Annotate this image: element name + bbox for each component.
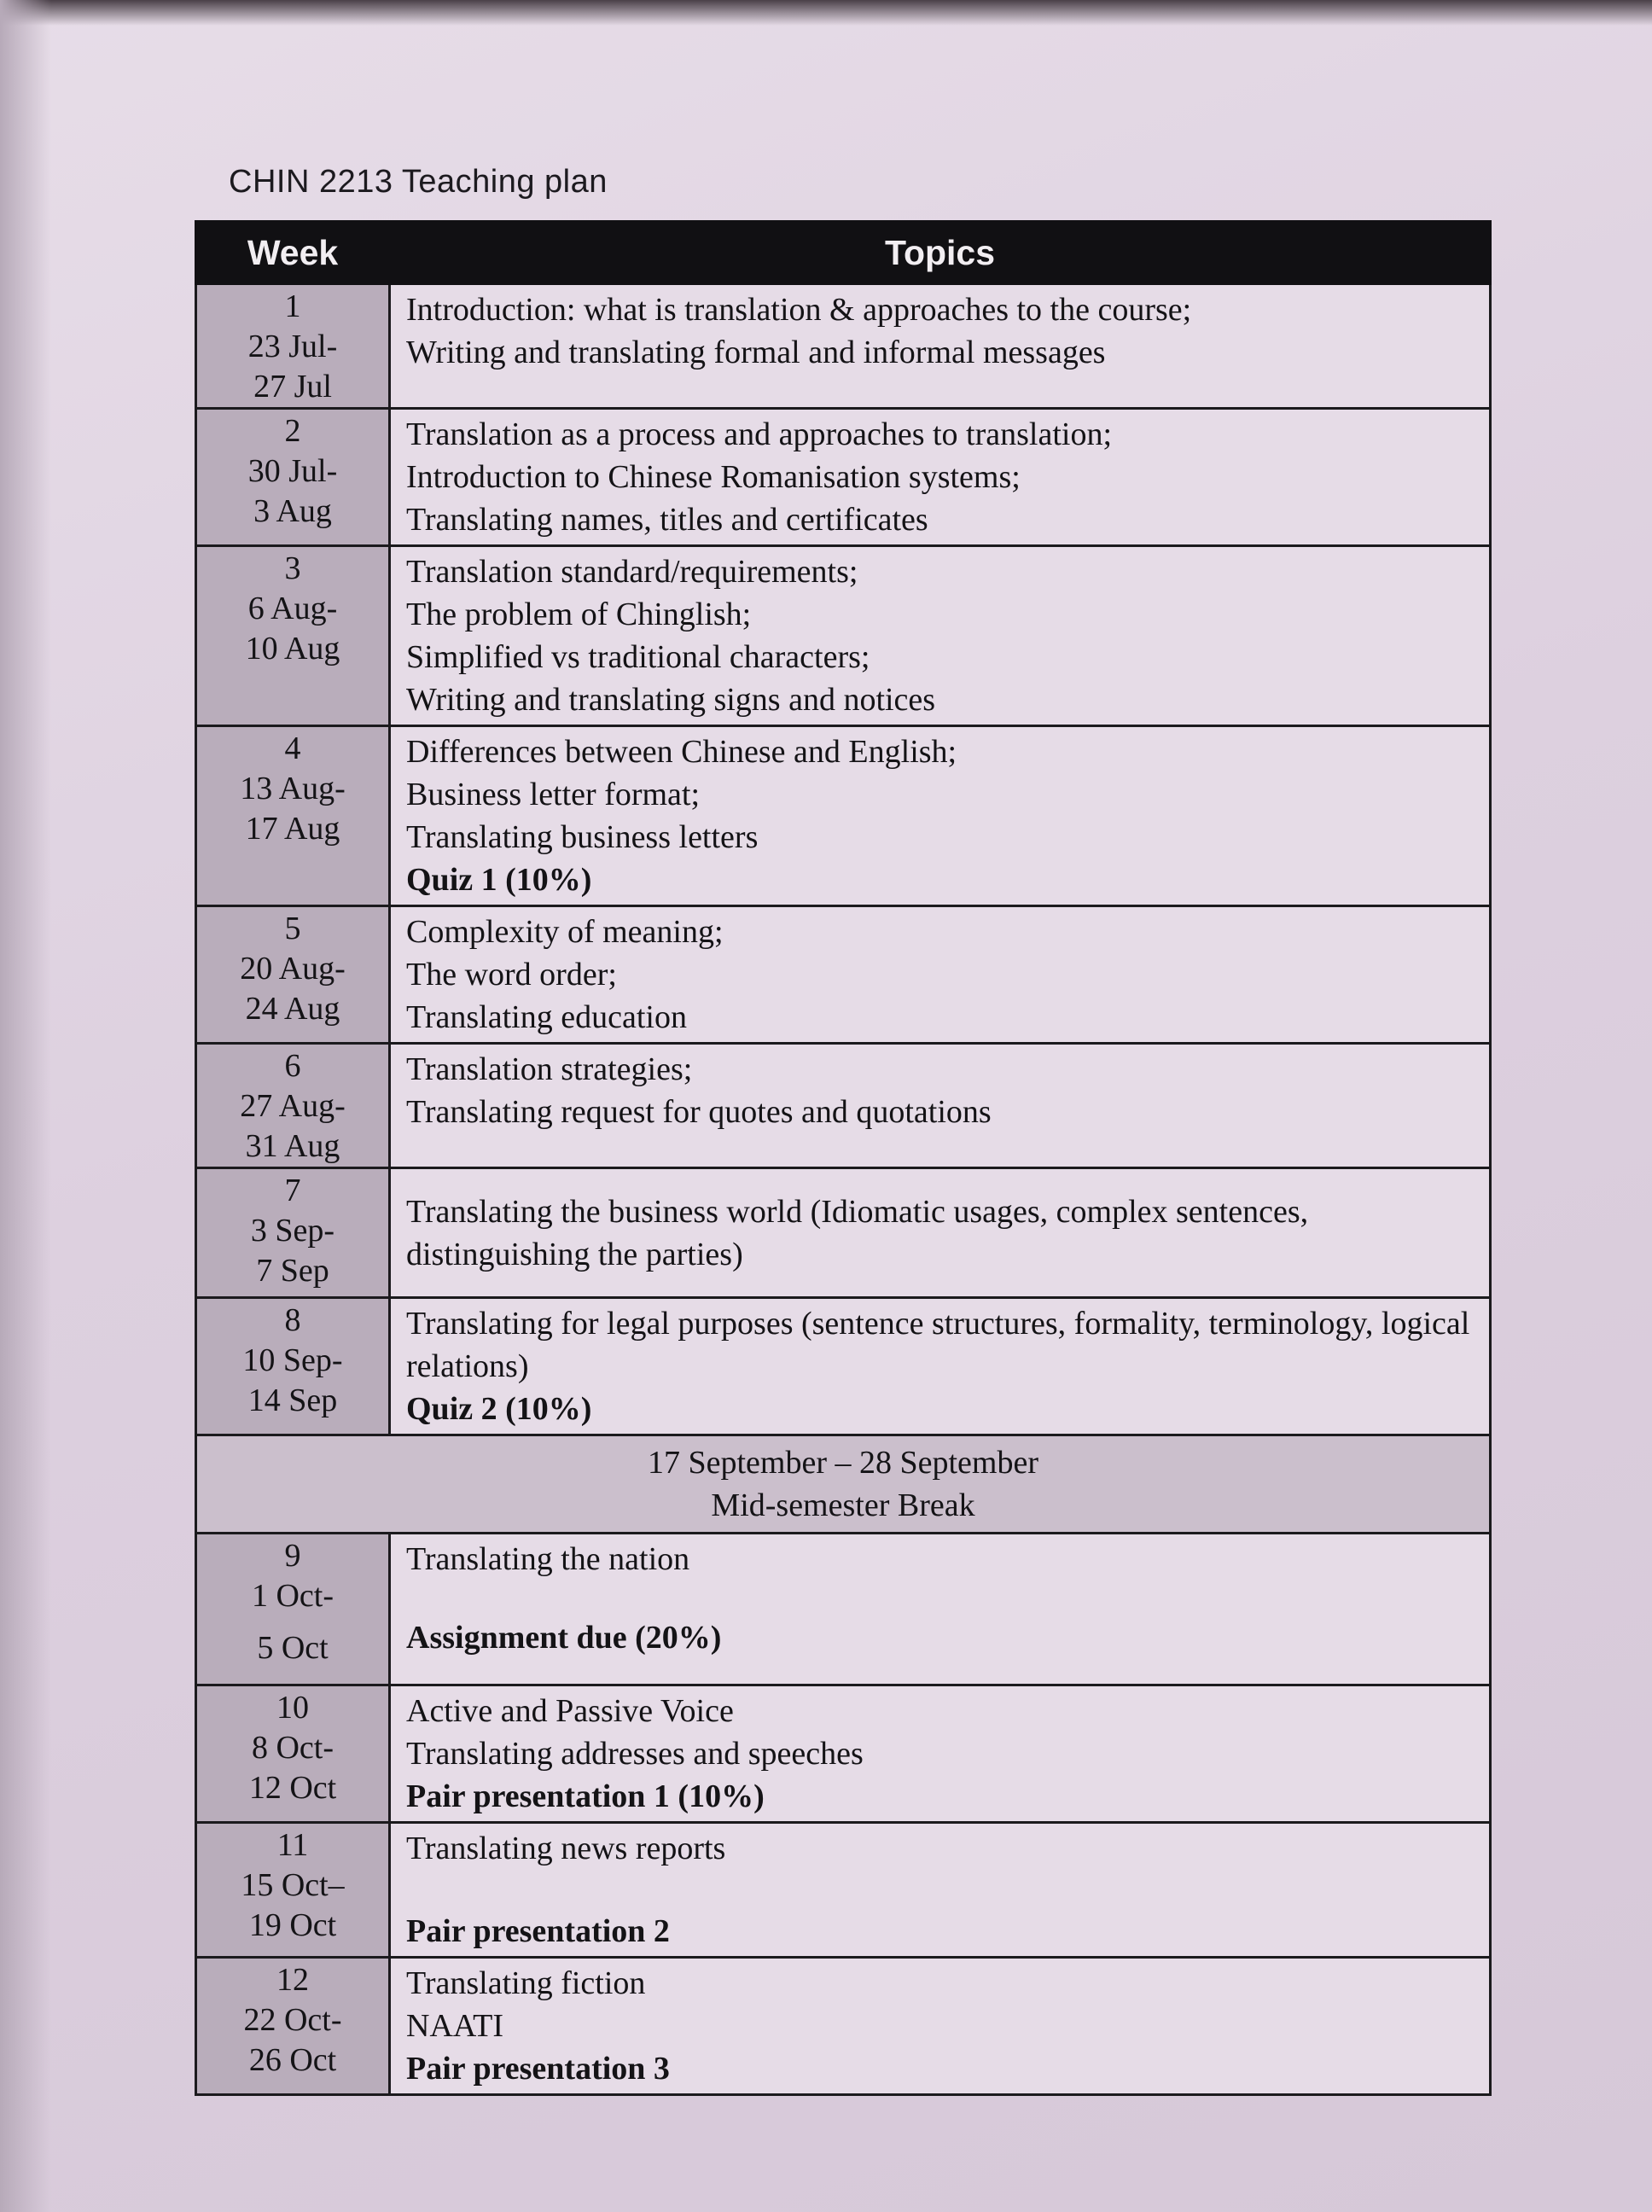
week-start: 13 Aug- [240,771,346,806]
topics-cell [390,1958,1491,2095]
topic-line: Translating education [406,999,687,1035]
topic-line: Complexity of meaning; [406,914,724,950]
week-number: 11 [276,1827,309,1863]
week-cell [196,546,390,726]
week-start: 6 Aug- [247,591,338,626]
week-start: 3 Sep- [250,1213,335,1249]
topics-cell [390,1168,1491,1298]
spacer [406,1870,1474,1910]
week-number: 5 [284,911,301,946]
teaching-plan-table [195,220,1492,2096]
week-cell [196,409,390,546]
week-cell [196,1044,390,1168]
topics-cell [390,906,1491,1044]
topic-line: Translating fiction [406,1965,646,2001]
table-row [196,409,1491,546]
topic-line: Writing and translating formal and informal messages [406,335,1106,370]
topic-line: Translating business letters [406,819,759,855]
assessment-line: Assignment due (20%) [406,1620,722,1656]
week-cell [196,1685,390,1823]
document-title: CHIN 2213 Teaching plan [229,164,608,200]
topics-cell [390,546,1491,726]
table-row [196,906,1491,1044]
week-start: 20 Aug- [240,951,346,987]
topics-cell [390,1685,1491,1823]
assessment-line: Quiz 1 (10%) [406,862,592,898]
assessment-line: Pair presentation 2 [406,1913,670,1949]
week-end: 5 Oct [257,1630,329,1666]
assessment-line: Pair presentation 1 (10%) [406,1778,765,1814]
top-shadow [0,0,1652,26]
week-end: 7 Sep [256,1253,329,1289]
week-cell [196,1823,390,1958]
table-row [196,284,1491,409]
table-row [196,1823,1491,1958]
week-end: 3 Aug [253,493,332,529]
topic-line: Active and Passive Voice [406,1693,734,1729]
table-header-row [196,222,1491,284]
week-number: 1 [284,288,301,324]
break-dates: 17 September – 28 September [647,1445,1038,1481]
break-label: Mid-semester Break [711,1487,975,1523]
topics-column-header: Topics [390,222,1491,284]
week-number: 4 [284,731,301,766]
page-shadow [0,0,51,2212]
week-number: 7 [284,1173,301,1208]
week-cell [196,284,390,409]
topics-cell [390,1044,1491,1168]
week-start: 22 Oct- [243,2002,342,2038]
week-number: 3 [284,550,301,586]
table-row [196,1685,1491,1823]
week-start: 15 Oct– [241,1867,345,1903]
table-row [196,726,1491,906]
week-cell [196,1534,390,1685]
topic-line: Translation strategies; [406,1051,693,1087]
break-cell [196,1435,1491,1534]
assessment-line: Quiz 2 (10%) [406,1391,592,1427]
table-row [196,1958,1491,2095]
assessment-line: Pair presentation 3 [406,2051,670,2087]
week-end: 27 Jul [253,369,332,405]
topic-line: Writing and translating signs and notices [406,682,936,718]
week-end: 17 Aug [245,811,340,847]
week-start: 8 Oct- [251,1730,334,1766]
week-end: 24 Aug [245,991,340,1027]
week-cell [196,1298,390,1435]
topic-line: Translating news reports [406,1831,726,1866]
week-end: 31 Aug [245,1128,340,1164]
topic-line: Translating request for quotes and quotations [406,1094,992,1130]
week-start: 1 Oct- [251,1578,334,1614]
topic-line: NAATI [406,2008,503,2044]
table-row [196,1168,1491,1298]
table-row [196,1534,1491,1685]
topic-line: Translating the business world (Idiomatic usages, complex sentences, distinguishing the parties) [406,1193,1309,1272]
topic-line: Translation standard/requirements; [406,554,858,590]
topic-line: The word order; [406,957,617,992]
topic-line: The problem of Chinglish; [406,597,752,632]
week-number: 8 [284,1302,301,1338]
topics-cell [390,1823,1491,1958]
topics-cell [390,1298,1491,1435]
topic-line: Translating names, titles and certificates [406,502,928,538]
week-cell [196,1168,390,1298]
week-number: 9 [284,1538,301,1574]
topic-line: Translation as a process and approaches to translation; [406,416,1113,452]
spacer [406,1580,1474,1616]
table-row [196,546,1491,726]
week-number: 10 [276,1690,309,1726]
topic-line: Translating for legal purposes (sentence structures, formality, terminology, logical relations) [406,1306,1470,1384]
week-column-header: Week [196,222,390,284]
week-end: 26 Oct [248,2042,337,2078]
topic-line: Introduction: what is translation & approaches to the course; [406,292,1192,328]
week-cell [196,726,390,906]
week-end: 10 Aug [245,631,340,667]
week-cell [196,906,390,1044]
week-end: 12 Oct [248,1770,337,1806]
week-cell [196,1958,390,2095]
topic-line: Business letter format; [406,777,701,812]
topic-line: Differences between Chinese and English; [406,734,957,770]
week-start: 10 Sep- [242,1342,343,1378]
topics-cell [390,726,1491,906]
table-row [196,1298,1491,1435]
topic-line: Introduction to Chinese Romanisation systems; [406,459,1021,495]
week-number: 6 [284,1048,301,1084]
topics-cell [390,409,1491,546]
week-number: 2 [284,413,301,449]
topics-cell [390,1534,1491,1685]
topics-cell [390,284,1491,409]
week-end: 14 Sep [247,1382,338,1418]
topic-line: Simplified vs traditional characters; [406,639,870,675]
break-row [196,1435,1491,1534]
week-start: 30 Jul- [247,453,338,489]
week-start: 27 Aug- [240,1088,346,1124]
topic-line: Translating the nation [406,1541,690,1577]
table-row [196,1044,1491,1168]
week-start: 23 Jul- [247,329,338,364]
week-end: 19 Oct [248,1907,337,1943]
week-number: 12 [276,1962,309,1998]
topic-line: Translating addresses and speeches [406,1736,864,1772]
